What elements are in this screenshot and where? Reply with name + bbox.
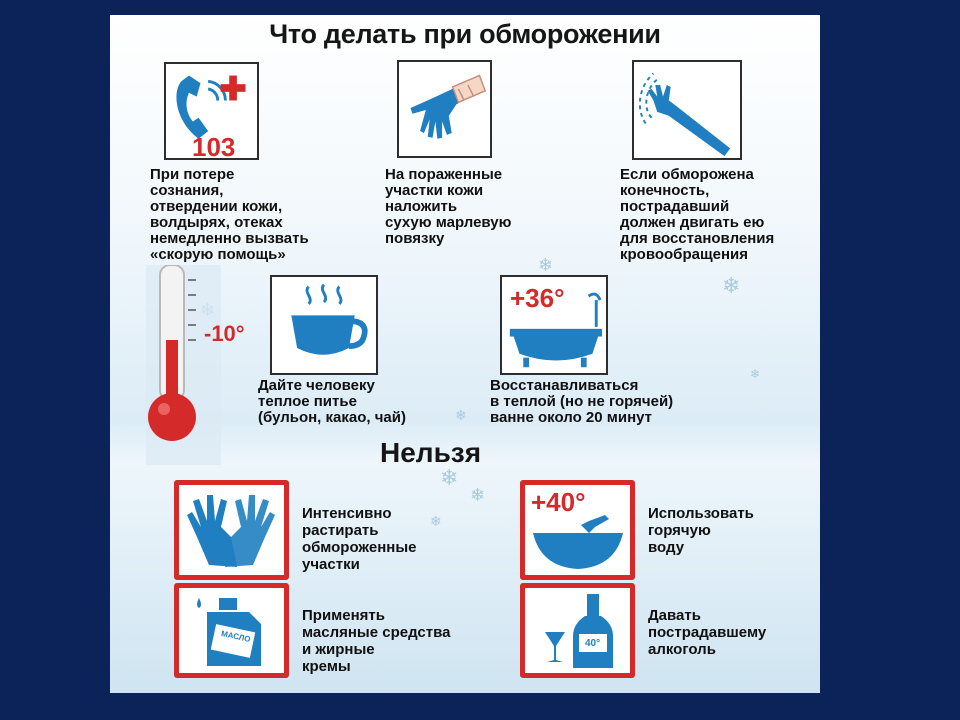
snowflake-icon: ❄: [455, 407, 467, 423]
dont-item-1-text: Интенсивно растирать обмороженные участки: [302, 505, 417, 573]
poster-title: Что делать при обморожении: [269, 19, 661, 49]
dont-item-2-text: Использовать горячую воду: [648, 505, 754, 556]
dont-heading: Нельзя: [380, 437, 482, 468]
thermometer-label: -10°: [204, 321, 245, 346]
phone-medical-icon: [164, 62, 259, 160]
alcohol-bottle-icon: [520, 583, 635, 678]
dont-item-4-text: Давать пострадавшему алкоголь: [648, 607, 767, 658]
snowflake-icon: ❄: [750, 367, 761, 381]
do-item-4-text: Дайте человеку теплое питье (бульон, какао, чай): [258, 377, 406, 426]
hot-cup-icon: [270, 275, 378, 375]
alcohol-strength-label: 40°: [585, 638, 601, 649]
snowflake-icon: ❄: [430, 513, 442, 529]
do-item-2-text: На пораженные участки кожи наложить сухую марлевую повязку: [385, 166, 512, 247]
rubbing-hands-icon: [174, 480, 289, 580]
thermometer-icon: [146, 265, 236, 465]
do-item-5-text: Восстанавливаться в теплой (но не горячей) ванне около 20 минут: [490, 377, 674, 426]
emergency-number: 103: [192, 132, 236, 162]
hot-water-temperature-badge: +40°: [531, 487, 586, 517]
oil-label: МАСЛО: [220, 629, 252, 644]
do-item-3-text: Если обморожена конечность, пострадавший должен двигать ею для восстановления кровообращения: [620, 166, 775, 263]
moving-arm-icon: [632, 60, 742, 160]
snowflake-icon: ❄: [440, 465, 459, 490]
oil-bottle-icon: [174, 583, 289, 678]
bandaged-hand-icon: [397, 60, 492, 158]
snowflake-icon: ❄: [722, 273, 741, 298]
bathtub-icon: [500, 275, 608, 375]
bath-temperature-badge: +36°: [510, 283, 565, 313]
snowflake-icon: ❄: [470, 485, 486, 505]
hot-water-bowl-icon: [520, 480, 635, 580]
snowflake-icon: ❄: [538, 255, 554, 275]
frostbite-poster: [110, 15, 820, 693]
do-item-1-text: При потере сознания, отвердении кожи, волдырях, отеках немедленно вызвать «скорую помощь»: [150, 166, 309, 263]
dont-item-3-text: Применять масляные средства и жирные кремы: [302, 607, 451, 675]
